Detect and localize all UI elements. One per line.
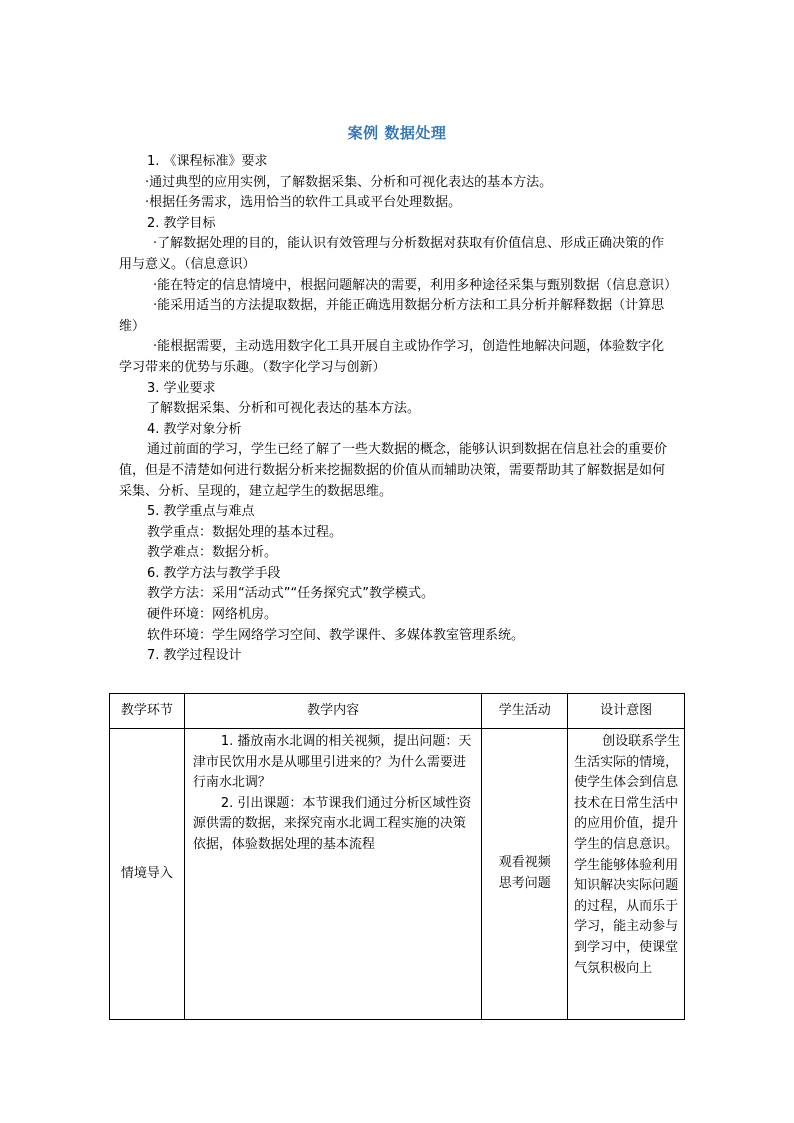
table-header-cell: 教学内容 [184,694,481,729]
intent-text: 创设联系学生生活实际的情境，使学生体会到信息技术在日常生活中的应用价值，提升学生的信息意识。学生能够体验利用知识解决实际问题的过程，从而乐于学习，能主动参与到学习中，使课堂气氛积极向上 [574,734,681,976]
paragraph: 教学难点：数据分析。 [147,545,278,561]
stage-cell: 情境导入 [110,729,185,1020]
table-header-cell: 教学环节 [110,694,185,729]
bullet-item: ·能在特定的信息情境中，根据问题解决的需要，利用多种途径采集与甄别数据（信息意识） [153,277,678,293]
table-header-cell: 设计意图 [568,694,685,729]
bullet-item: ·根据任务需求，选用恰当的软件工具或平台处理数据。 [145,195,462,211]
content-paragraph: 2. 引出课题：本节课我们通过分析区域性资源供需的数据，来探究南水北调工程实施的决策依据，体验数据处理的基本流程 [192,795,472,852]
document-title: 案例 数据处理 [347,124,447,142]
paragraph: 教学方法：采用“活动式”“任务探究式”教学模式。 [147,586,434,602]
section-heading: 6. 教学方法与教学手段 [147,565,281,581]
section-heading: 5. 教学重点与难点 [147,504,255,520]
paragraph: 通过前面的学习，学生已经了解了一些大数据的概念，能够认识到数据在信息社会的重要价值，但是不清楚如何进行数据分析来挖掘数据的价值从而辅助决策，需要帮助其了解数据是如何采集、分析、呈现的，建立起学生的数据思维。 [119,442,668,499]
table-header-row [110,694,685,729]
content-cell [184,729,481,1020]
activity-line: 观看视频 [498,855,551,871]
paragraph: 软件环境：学生网络学习空间、教学课件、多媒体教室管理系统。 [147,627,525,643]
section-heading: 3. 学业要求 [147,380,216,396]
bullet-item: ·了解数据处理的目的，能认识有效管理与分析数据对获取有价值信息、形成正确决策的作用与意义。（信息意识） [119,236,665,272]
activity-cell [482,729,568,1020]
intent-cell [568,729,685,1020]
content-paragraph: 1. 播放南水北调的相关视频，提出问题：天津市民饮用水是从哪里引进来的？为什么需要进行南水北调？ [192,734,472,791]
section-heading: 2. 教学目标 [147,215,216,231]
paragraph: 了解数据采集、分析和可视化表达的基本方法。 [147,401,421,417]
bullet-item: ·能根据需要，主动选用数字化工具开展自主或协作学习，创造性地解决问题，体验数字化学习带来的优势与乐趣。（数字化学习与创新） [119,339,665,375]
section-heading: 7. 教学过程设计 [147,648,242,664]
bullet-item: ·能采用适当的方法提取数据，并能正确选用数据分析方法和工具分析并解释数据（计算思维） [119,298,665,334]
bullet-item: ·通过典型的应用实例，了解数据采集、分析和可视化表达的基本方法。 [145,174,553,190]
table-header-cell: 学生活动 [482,694,568,729]
table-row [110,729,685,1020]
document-body [119,152,677,667]
section-heading: 1. 《课程标准》要求 [147,154,268,169]
paragraph: 硬件环境：网络机房。 [147,607,278,623]
section-heading: 4. 教学对象分析 [147,421,242,437]
paragraph: 教学重点：数据处理的基本过程。 [147,524,343,540]
activity-line: 思考问题 [498,876,551,891]
teaching-process-table [109,693,685,1020]
